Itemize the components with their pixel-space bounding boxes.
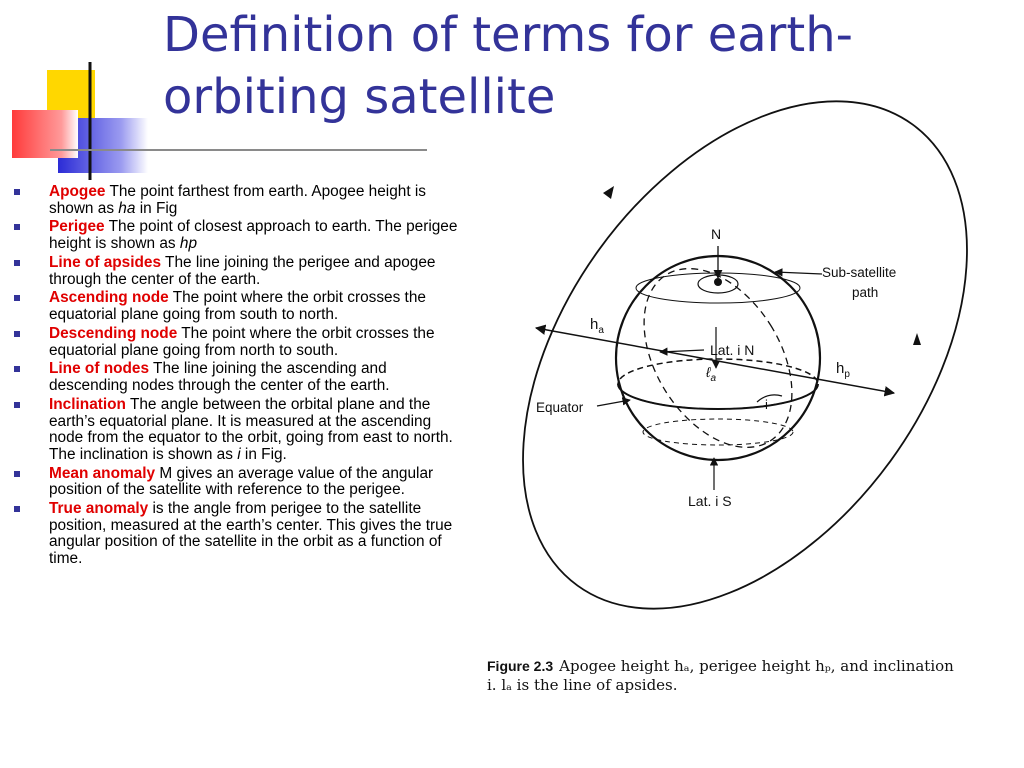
term: Ascending node [49,289,169,307]
orbit-direction-arrow [913,333,921,345]
label-ha: $h_a$ [590,316,604,336]
term: Line of apsides [49,253,162,271]
definition-text: The point farthest from earth. Apogee height is shown as [49,183,426,217]
list-item [14,501,459,567]
caption-text: Apogee height hₐ, perigee height hₚ, and inclination i. lₐ is the line of apsides. [487,657,954,694]
definition-text: in Fig. [240,445,287,463]
definition-text: The point of closest approach to earth. The perigee height is shown as [49,218,458,253]
term: Line of nodes [49,360,150,378]
list-item [14,255,459,288]
definition-text: M gives an average value of the angular position of the satellite with reference to the perigee. [49,464,434,499]
label-n: N [711,226,722,242]
definition-text: in Fig [135,199,178,217]
equator-pointer [597,400,630,406]
list-item [14,219,459,252]
definition-text: The line joining the ascending and descending nodes through the center of the earth. [49,360,390,395]
list-item [14,466,459,499]
inclination-arc [757,395,782,402]
title-underline [50,149,427,151]
bullet-icon [14,471,20,477]
corner-decoration [0,0,170,180]
definition-text: The angle between the orbital plane and the earth’s equatorial plane. It is measured at the ascending node from the equator to the orbit, going from east to north. The inclination is shown as [49,395,453,463]
label-la: ℓ$_a$ [706,364,717,384]
definition-text: The line joining the perigee and apogee through the center of the earth. [49,253,436,288]
orbit-ellipse [474,78,1010,638]
earth-circle [616,256,820,460]
label-lat-s: Lat. i S [688,493,732,509]
definition-list [14,184,459,570]
north-pole-dot [714,278,722,286]
list-item [14,326,459,359]
label-path: path [852,285,879,300]
term: Descending node [49,324,178,342]
list-item [14,397,459,463]
label-equator: Equator [536,400,584,415]
label-hp: $h_p$ [836,360,850,380]
list-item [14,290,459,323]
orbit-direction-arrow [603,186,614,199]
bullet-icon [14,224,20,230]
label-lat-n: Lat. i N [710,342,755,358]
figure-label: Figure 2.3 [487,658,554,674]
label-i: i [765,397,768,412]
term: Perigee [49,218,105,236]
term: True anomaly [49,500,149,518]
bullet-icon [14,506,20,512]
bullet-icon [14,189,20,195]
equator-front [618,384,818,409]
orbit-diagram [474,78,1010,638]
bullet-icon [14,402,20,408]
page-title: Definition of terms for earth-orbiting satellite [163,7,853,125]
term: Inclination [49,395,126,413]
definition-symbol: ha [118,199,136,217]
bullet-icon [14,331,20,337]
definition-text: is the angle from perigee to the satellite position, measured at the earth’s center. This gives the true angular position of the satellite in the orbit as a function of time. [49,500,453,567]
term: Apogee [49,183,106,200]
sub-satellite-pointer [775,272,822,274]
definition-text: The point where the orbit crosses the equatorial plane going from south to north. [49,289,426,324]
list-item [14,184,459,217]
figure-caption [487,657,967,695]
bullet-icon [14,366,20,372]
definition-symbol: i [237,445,241,463]
label-sub-satellite: Sub-satellite [822,265,897,280]
bullet-icon [14,260,20,266]
definition-symbol: hp [179,235,198,253]
term: Mean anomaly [49,464,156,482]
list-item [14,361,459,394]
bullet-icon [14,295,20,301]
definition-text: The point where the orbit crosses the equatorial plane going from north to south. [49,324,435,359]
